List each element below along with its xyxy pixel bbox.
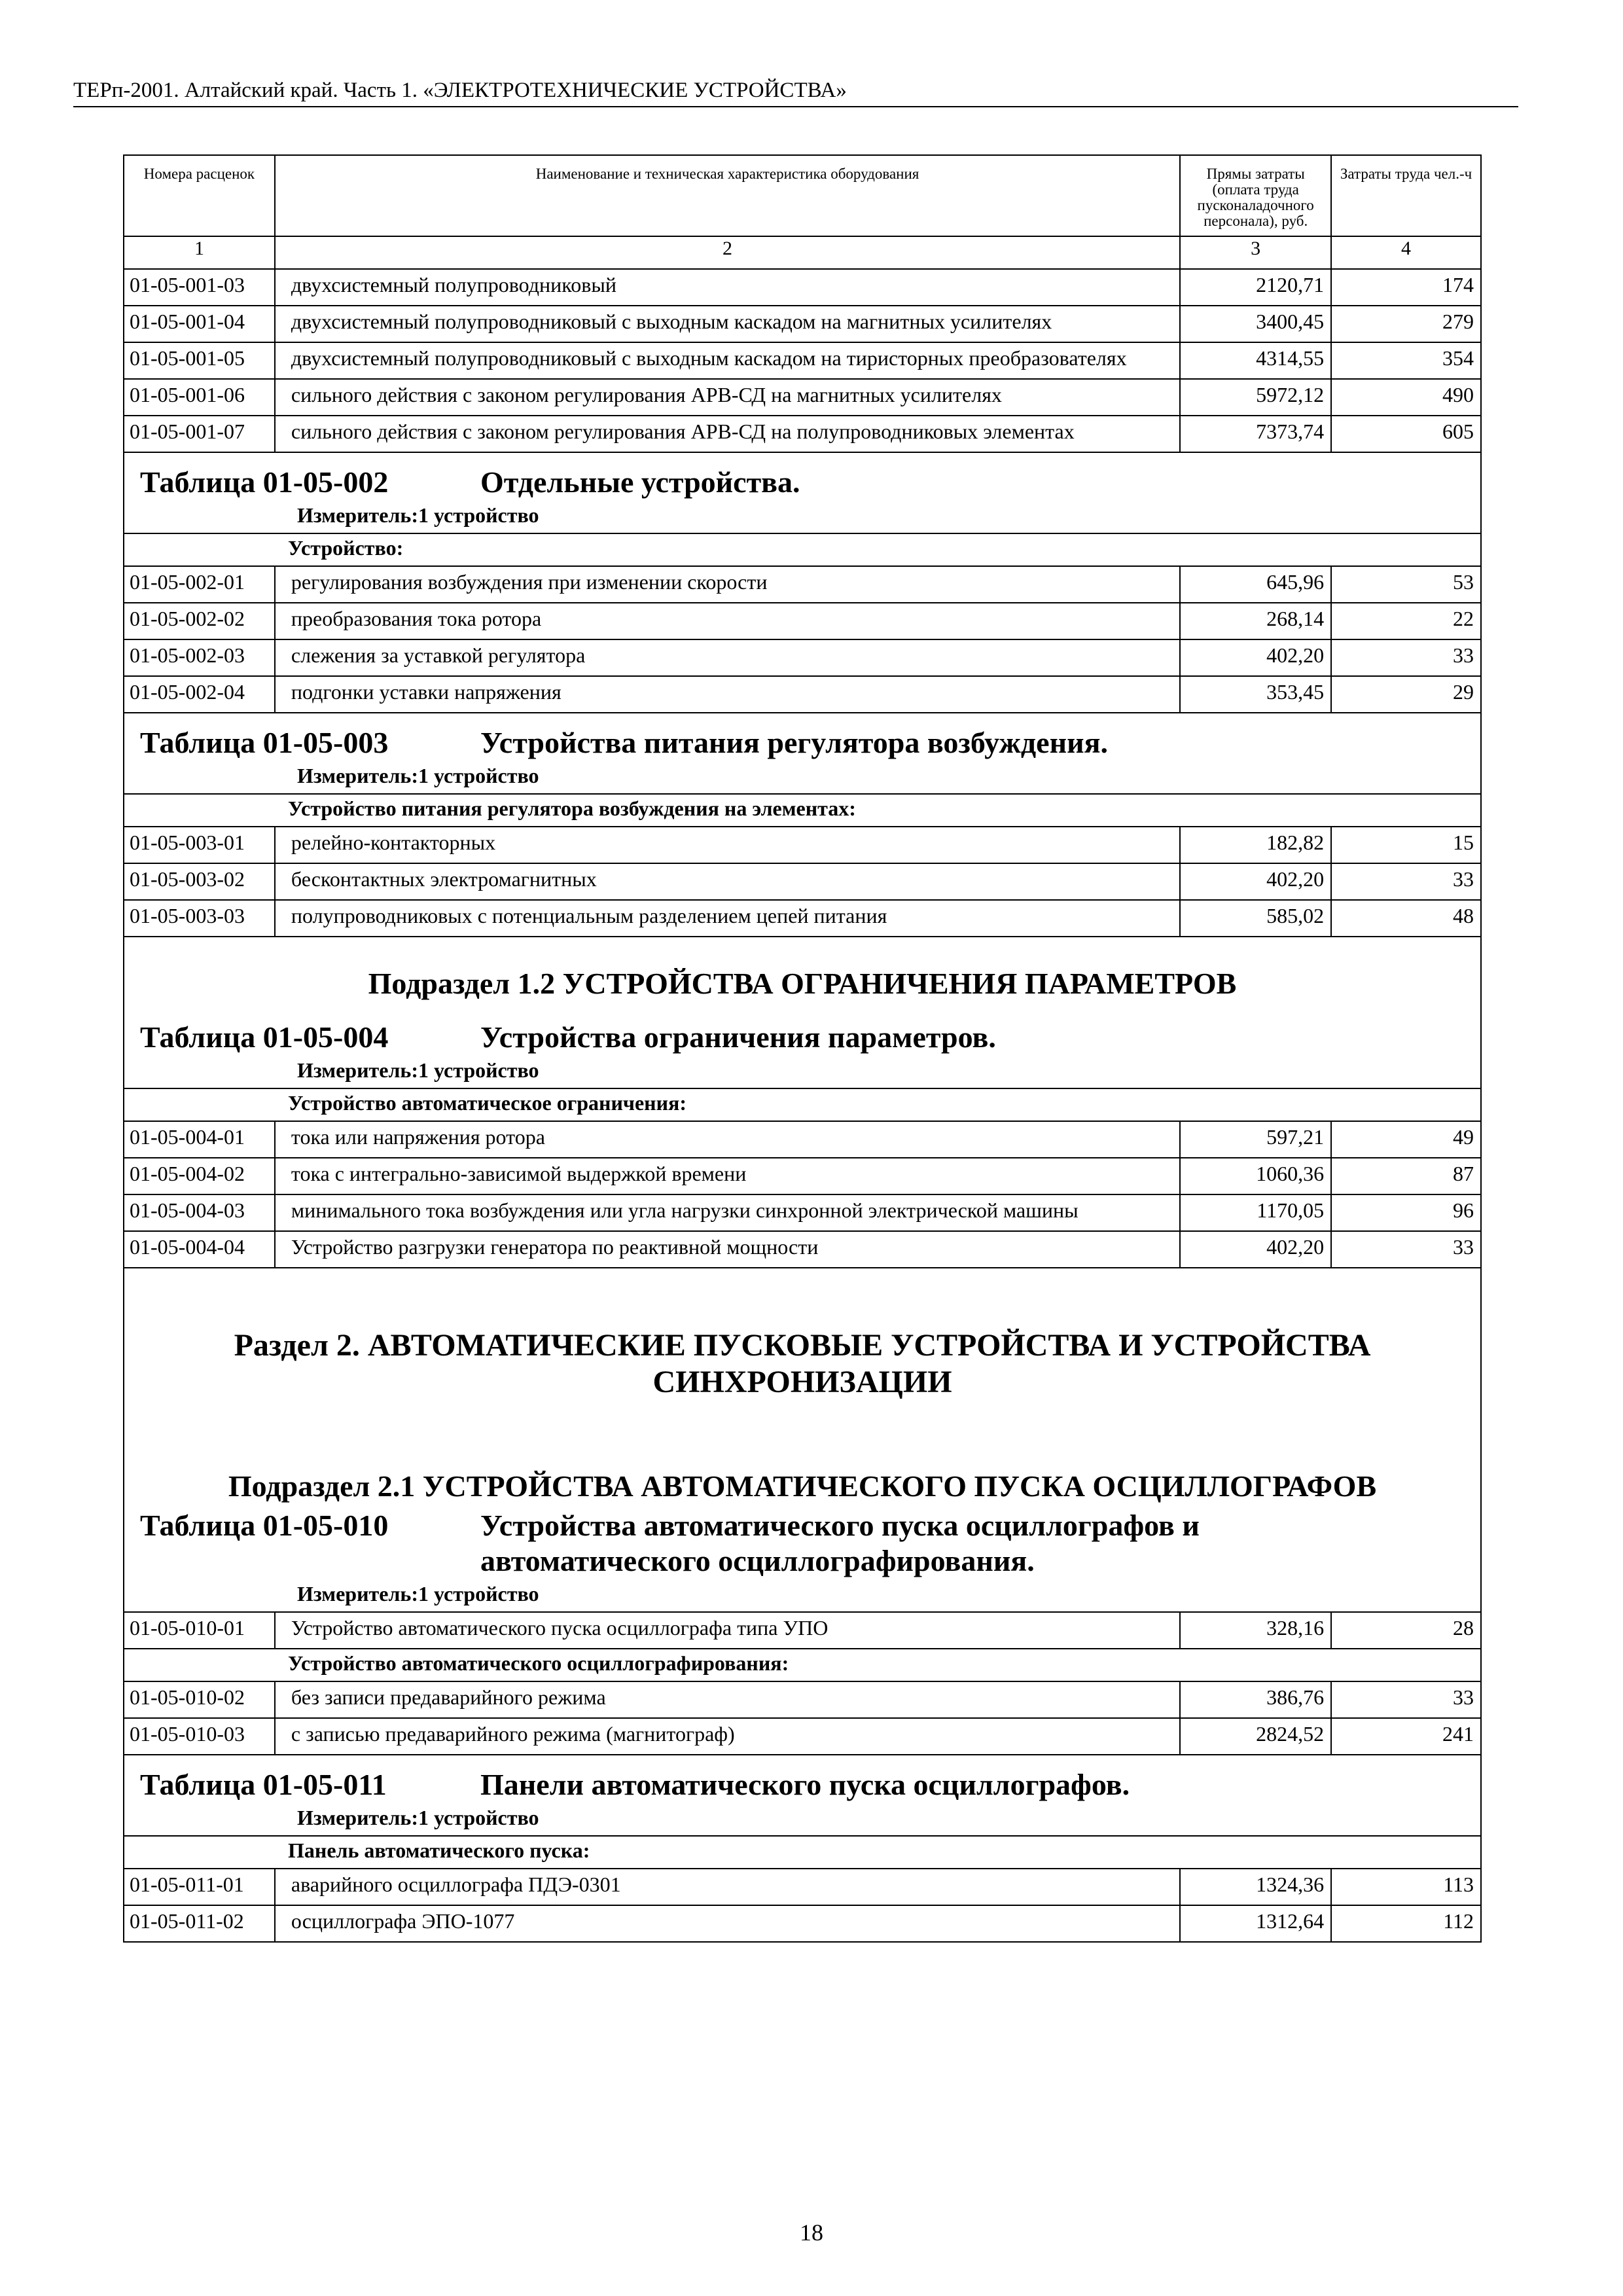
rate-code: 01-05-010-02 <box>124 1681 275 1718</box>
group-label: Устройство питания регулятора возбуждения на элементах: <box>124 794 1481 827</box>
rate-code: 01-05-003-03 <box>124 900 275 937</box>
measure-label: Измеритель:1 устройство <box>124 500 1481 533</box>
rate-cost: 402,20 <box>1180 639 1331 676</box>
rate-cost: 1170,05 <box>1180 1194 1331 1231</box>
rates-table <box>123 154 1482 1943</box>
table-name: Устройства ограничения параметров. <box>480 1020 996 1054</box>
table-row <box>124 379 1481 416</box>
group-row <box>124 794 1481 827</box>
column-header-row <box>124 155 1481 236</box>
column-number-row <box>124 236 1481 269</box>
table-row <box>124 676 1481 713</box>
col-number: 1 <box>124 236 275 269</box>
rate-labor: 33 <box>1331 639 1481 676</box>
rate-description: регулирования возбуждения при изменении скорости <box>275 566 1180 603</box>
rate-cost: 386,76 <box>1180 1681 1331 1718</box>
group-row <box>124 1649 1481 1681</box>
table-title-row <box>124 1755 1481 1803</box>
group-label: Устройство автоматическое ограничения: <box>124 1088 1481 1121</box>
col-number: 2 <box>275 236 1180 269</box>
col-labor-header: Затраты труда чел.-ч <box>1331 155 1481 236</box>
rate-code: 01-05-004-03 <box>124 1194 275 1231</box>
table-row <box>124 566 1481 603</box>
rate-labor: 48 <box>1331 900 1481 937</box>
rate-description: преобразования тока ротора <box>275 603 1180 639</box>
rate-labor: 53 <box>1331 566 1481 603</box>
table-row <box>124 1905 1481 1942</box>
rate-code: 01-05-011-01 <box>124 1869 275 1905</box>
rate-description: подгонки уставки напряжения <box>275 676 1180 713</box>
rate-code: 01-05-011-02 <box>124 1905 275 1942</box>
table-title-row <box>124 1508 1481 1579</box>
rate-description: тока с интегрально-зависимой выдержкой времени <box>275 1158 1180 1194</box>
rate-code: 01-05-002-04 <box>124 676 275 713</box>
rate-code: 01-05-003-01 <box>124 827 275 863</box>
col-name-header: Наименование и техническая характеристика оборудования <box>275 155 1180 236</box>
table-name: Устройства автоматического пуска осциллографов и автоматического осциллографирования. <box>480 1509 1200 1577</box>
rate-labor: 33 <box>1331 863 1481 900</box>
table-row <box>124 1869 1481 1905</box>
measure-row <box>124 500 1481 533</box>
table-row <box>124 306 1481 342</box>
section-row <box>124 1268 1481 1446</box>
measure-label: Измеритель:1 устройство <box>124 1579 1481 1612</box>
rate-description: Устройство автоматического пуска осциллографа типа УПО <box>275 1612 1180 1649</box>
rate-cost: 353,45 <box>1180 676 1331 713</box>
table-row <box>124 1681 1481 1718</box>
rate-code: 01-05-002-03 <box>124 639 275 676</box>
rate-code: 01-05-010-01 <box>124 1612 275 1649</box>
table-code: Таблица 01-05-011 <box>140 1768 387 1801</box>
measure-row <box>124 1579 1481 1612</box>
rate-code: 01-05-004-04 <box>124 1231 275 1268</box>
rate-code: 01-05-002-02 <box>124 603 275 639</box>
rate-cost: 645,96 <box>1180 566 1331 603</box>
rate-description: с записью предаварийного режима (магнитограф) <box>275 1718 1180 1755</box>
rate-cost: 1312,64 <box>1180 1905 1331 1942</box>
rate-cost: 597,21 <box>1180 1121 1331 1158</box>
group-row <box>124 1088 1481 1121</box>
rate-description: осциллографа ЭПО-1077 <box>275 1905 1180 1942</box>
rate-labor: 174 <box>1331 269 1481 306</box>
rate-code: 01-05-001-07 <box>124 416 275 452</box>
rate-code: 01-05-004-01 <box>124 1121 275 1158</box>
rate-description: полупроводниковых с потенциальным разделением цепей питания <box>275 900 1180 937</box>
rate-code: 01-05-001-04 <box>124 306 275 342</box>
rate-cost: 4314,55 <box>1180 342 1331 379</box>
rate-cost: 182,82 <box>1180 827 1331 863</box>
rate-description: бесконтактных электромагнитных <box>275 863 1180 900</box>
rate-labor: 29 <box>1331 676 1481 713</box>
rate-labor: 33 <box>1331 1231 1481 1268</box>
rate-labor: 87 <box>1331 1158 1481 1194</box>
rate-cost: 1324,36 <box>1180 1869 1331 1905</box>
rate-description: минимального тока возбуждения или угла нагрузки синхронной электрической машины <box>275 1194 1180 1231</box>
table-row <box>124 342 1481 379</box>
rate-cost: 2824,52 <box>1180 1718 1331 1755</box>
table-row <box>124 1231 1481 1268</box>
rate-description: сильного действия с законом регулирования АРВ-СД на магнитных усилителях <box>275 379 1180 416</box>
rate-code: 01-05-001-05 <box>124 342 275 379</box>
table-row <box>124 1121 1481 1158</box>
rate-description: двухсистемный полупроводниковый <box>275 269 1180 306</box>
table-row <box>124 1194 1481 1231</box>
rate-labor: 49 <box>1331 1121 1481 1158</box>
rate-labor: 490 <box>1331 379 1481 416</box>
rate-labor: 15 <box>1331 827 1481 863</box>
rate-labor: 28 <box>1331 1612 1481 1649</box>
measure-label: Измеритель:1 устройство <box>124 761 1481 794</box>
rate-cost: 585,02 <box>1180 900 1331 937</box>
subsection-row <box>124 937 1481 1008</box>
col-number: 4 <box>1331 236 1481 269</box>
page-number: 18 <box>800 2219 823 2246</box>
table-title-row <box>124 1008 1481 1055</box>
rate-cost: 402,20 <box>1180 863 1331 900</box>
rate-description: слежения за уставкой регулятора <box>275 639 1180 676</box>
subsection-title: Подраздел 2.1 УСТРОЙСТВА АВТОМАТИЧЕСКОГО ПУСКА ОСЦИЛЛОГРАФОВ <box>124 1446 1481 1508</box>
table-row <box>124 603 1481 639</box>
table-code: Таблица 01-05-002 <box>140 465 389 499</box>
measure-row <box>124 761 1481 794</box>
rate-labor: 279 <box>1331 306 1481 342</box>
rate-labor: 33 <box>1331 1681 1481 1718</box>
measure-row <box>124 1055 1481 1088</box>
table-name: Отдельные устройства. <box>480 465 800 499</box>
section-title: Раздел 2. АВТОМАТИЧЕСКИЕ ПУСКОВЫЕ УСТРОЙСТВА И УСТРОЙСТВА СИНХРОНИЗАЦИИ <box>124 1268 1481 1446</box>
rate-description: релейно-контакторных <box>275 827 1180 863</box>
table-row <box>124 416 1481 452</box>
rate-code: 01-05-001-03 <box>124 269 275 306</box>
group-row <box>124 1836 1481 1869</box>
table-name: Устройства питания регулятора возбуждения. <box>480 726 1108 759</box>
rate-cost: 328,16 <box>1180 1612 1331 1649</box>
table-code: Таблица 01-05-004 <box>140 1020 389 1054</box>
measure-row <box>124 1803 1481 1836</box>
group-label: Устройство: <box>124 533 1481 566</box>
subsection-title: Подраздел 1.2 УСТРОЙСТВА ОГРАНИЧЕНИЯ ПАРАМЕТРОВ <box>124 937 1481 1008</box>
table-code: Таблица 01-05-010 <box>140 1509 389 1542</box>
table-row <box>124 1158 1481 1194</box>
table-row <box>124 639 1481 676</box>
group-label: Панель автоматического пуска: <box>124 1836 1481 1869</box>
table-row <box>124 863 1481 900</box>
rate-cost: 3400,45 <box>1180 306 1331 342</box>
table-row <box>124 269 1481 306</box>
rate-description: двухсистемный полупроводниковый с выходным каскадом на тиристорных преобразователях <box>275 342 1180 379</box>
col-number: 3 <box>1180 236 1331 269</box>
col-code-header: Номера расценок <box>124 155 275 236</box>
rate-description: двухсистемный полупроводниковый с выходным каскадом на магнитных усилителях <box>275 306 1180 342</box>
group-row <box>124 533 1481 566</box>
rate-cost: 2120,71 <box>1180 269 1331 306</box>
rate-code: 01-05-003-02 <box>124 863 275 900</box>
page-header: ТЕРп-2001. Алтайский край. Часть 1. «ЭЛЕКТРОТЕХНИЧЕСКИЕ УСТРОЙСТВА» <box>73 77 1518 107</box>
table-name: Панели автоматического пуска осциллографов. <box>480 1768 1130 1801</box>
rate-cost: 402,20 <box>1180 1231 1331 1268</box>
rate-cost: 1060,36 <box>1180 1158 1331 1194</box>
rate-labor: 112 <box>1331 1905 1481 1942</box>
rate-code: 01-05-010-03 <box>124 1718 275 1755</box>
subsection-row <box>124 1446 1481 1508</box>
rate-labor: 354 <box>1331 342 1481 379</box>
rate-description: Устройство разгрузки генератора по реактивной мощности <box>275 1231 1180 1268</box>
measure-label: Измеритель:1 устройство <box>124 1055 1481 1088</box>
table-row <box>124 827 1481 863</box>
rate-labor: 605 <box>1331 416 1481 452</box>
rate-description: без записи предаварийного режима <box>275 1681 1180 1718</box>
rate-description: аварийного осциллографа ПДЭ-0301 <box>275 1869 1180 1905</box>
rate-description: тока или напряжения ротора <box>275 1121 1180 1158</box>
rate-cost: 5972,12 <box>1180 379 1331 416</box>
rate-code: 01-05-002-01 <box>124 566 275 603</box>
rate-labor: 22 <box>1331 603 1481 639</box>
rate-labor: 96 <box>1331 1194 1481 1231</box>
rate-code: 01-05-004-02 <box>124 1158 275 1194</box>
table-code: Таблица 01-05-003 <box>140 726 389 759</box>
rate-labor: 113 <box>1331 1869 1481 1905</box>
table-title-row <box>124 713 1481 761</box>
col-cost-header: Прямы затраты (оплата труда пусконаладочного персонала), руб. <box>1180 155 1331 236</box>
measure-label: Измеритель:1 устройство <box>124 1803 1481 1836</box>
table-row <box>124 900 1481 937</box>
table-row <box>124 1612 1481 1649</box>
group-label: Устройство автоматического осциллографирования: <box>124 1649 1481 1681</box>
rate-cost: 7373,74 <box>1180 416 1331 452</box>
rate-code: 01-05-001-06 <box>124 379 275 416</box>
table-row <box>124 1718 1481 1755</box>
rate-cost: 268,14 <box>1180 603 1331 639</box>
rate-description: сильного действия с законом регулирования АРВ-СД на полупроводниковых элементах <box>275 416 1180 452</box>
table-title-row <box>124 452 1481 500</box>
rate-labor: 241 <box>1331 1718 1481 1755</box>
